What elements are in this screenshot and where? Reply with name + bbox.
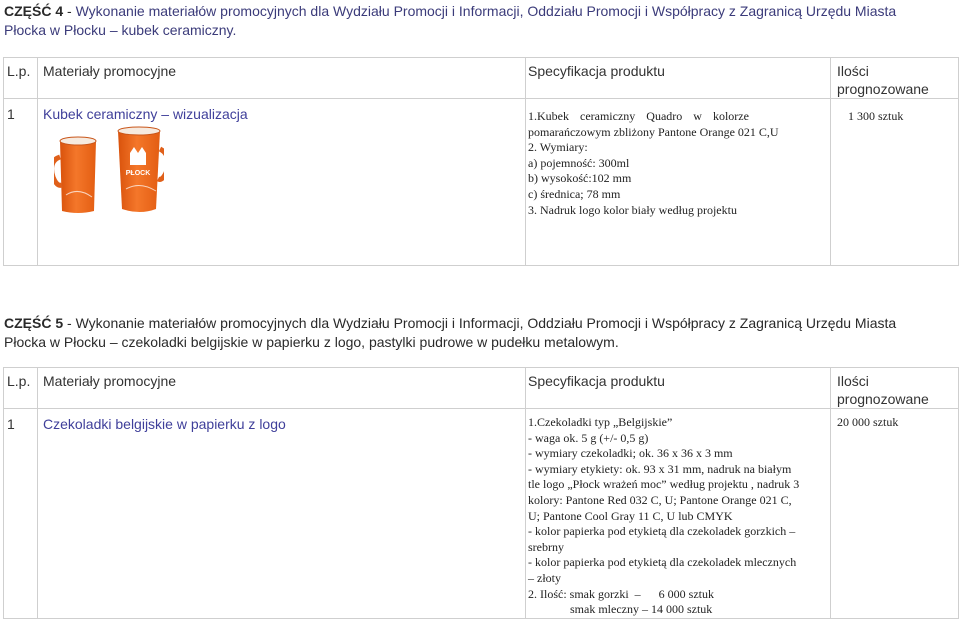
spec-line-5: tle logo „Płock wrażeń moc” według projektu , nadruk 3 [528,477,800,492]
row-spec [526,99,831,266]
row-lp: 1 [4,99,38,266]
spec-line-10: - kolor papierka pod etykietą dla czekoladek mlecznych [528,555,797,570]
col-spec: Specyfikacja produktu [526,58,831,99]
part5-heading [4,314,954,352]
part4-label: CZĘŚĆ 4 [4,3,64,19]
part4-header-row [4,58,959,99]
part4-sep: - [63,3,76,19]
spec-line-5: b) wysokość:102 mm [528,171,632,186]
spec-line-7: U; Pantone Cool Gray 11 C, U lub CMYK [528,508,733,523]
spec-line-1: 1.Kubek ceramiczny Quadro w kolorze [528,109,749,123]
row-spec [526,409,831,619]
spec-line-9: srebrny [528,539,564,554]
part5-sep: - [63,315,76,331]
col-lp: L.p. [4,58,38,99]
row-name: Czekoladki belgijskie w papierku z logo [43,416,286,432]
part4-table [3,57,959,266]
col-qty [831,58,959,99]
part5-header-row [4,368,959,409]
col-spec: Specyfikacja produktu [526,368,831,409]
part4-heading [4,2,954,40]
spec-line-6: kolory: Pantone Red 032 C, U; Pantone Orange 021 C, [528,492,792,507]
part4-heading-line2: Płocka w Płocku – kubek ceramiczny. [4,22,237,38]
col-qty [831,368,959,409]
row-qty: 20 000 sztuk [831,409,959,619]
spec-line-3: 2. Wymiary: [528,140,588,155]
part5-heading-line2: Płocka w Płocku – czekoladki belgijskie w papierku z logo, pastylki pudrowe w pudełku metalowym. [4,334,619,350]
spec-line-6: c) średnica; 78 mm [528,186,621,201]
part5-table [3,367,959,619]
part4-heading-line1: Wykonanie materiałów promocyjnych dla Wydziału Promocji i Informacji, Oddziału Promocji i Współpracy z Zagranicą Urzędu Miasta [75,3,897,19]
spec-line-2: - waga ok. 5 g (+/- 0,5 g) [528,430,649,445]
spec-line-3: - wymiary czekoladki; ok. 36 x 36 x 3 mm [528,446,733,461]
mug-text: PŁOCK [125,170,151,177]
row-materials [38,99,526,266]
spec-line-13: smak mleczny – 14 000 sztuk [528,602,713,617]
part5-heading-line1: Wykonanie materiałów promocyjnych dla Wydziału Promocji i Informacji, Oddziału Promocji i Współpracy z Zagranicą Urzędu Miasta [75,315,897,331]
col-materials: Materiały promocyjne [38,368,526,409]
col-materials: Materiały promocyjne [38,58,526,99]
col-qty-line2: prognozowane [837,391,929,407]
spec-line-7: 3. Nadruk logo kolor biały według projektu [528,202,737,217]
mug-image [54,125,164,215]
row-materials [38,409,526,619]
row-lp: 1 [4,409,38,619]
col-qty-line1: Ilości [837,373,869,389]
row-qty: 1 300 sztuk [831,99,959,266]
part5-row [4,409,959,619]
spec-line-2: pomarańczowym zbliżony Pantone Orange 021 C,U [528,124,779,139]
spec-line-12: 2. Ilość: smak gorzki – 6 000 sztuk [528,586,714,601]
col-lp: L.p. [4,368,38,409]
spec-line-8: - kolor papierka pod etykietą dla czekoladek gorzkich – [528,524,796,539]
spec-line-4: a) pojemność: 300ml [528,155,630,170]
spec-line-11: – złoty [528,570,561,585]
spec-line-1: 1.Czekoladki typ „Belgijskie” [528,415,673,429]
part5-label: CZĘŚĆ 5 [4,315,64,331]
col-qty-line1: Ilości [837,63,869,79]
part4-row [4,99,959,266]
row-name: Kubek ceramiczny – wizualizacja [43,106,248,122]
col-qty-line2: prognozowane [837,81,929,97]
spec-line-4: - wymiary etykiety: ok. 93 x 31 mm, nadruk na białym [528,461,792,476]
